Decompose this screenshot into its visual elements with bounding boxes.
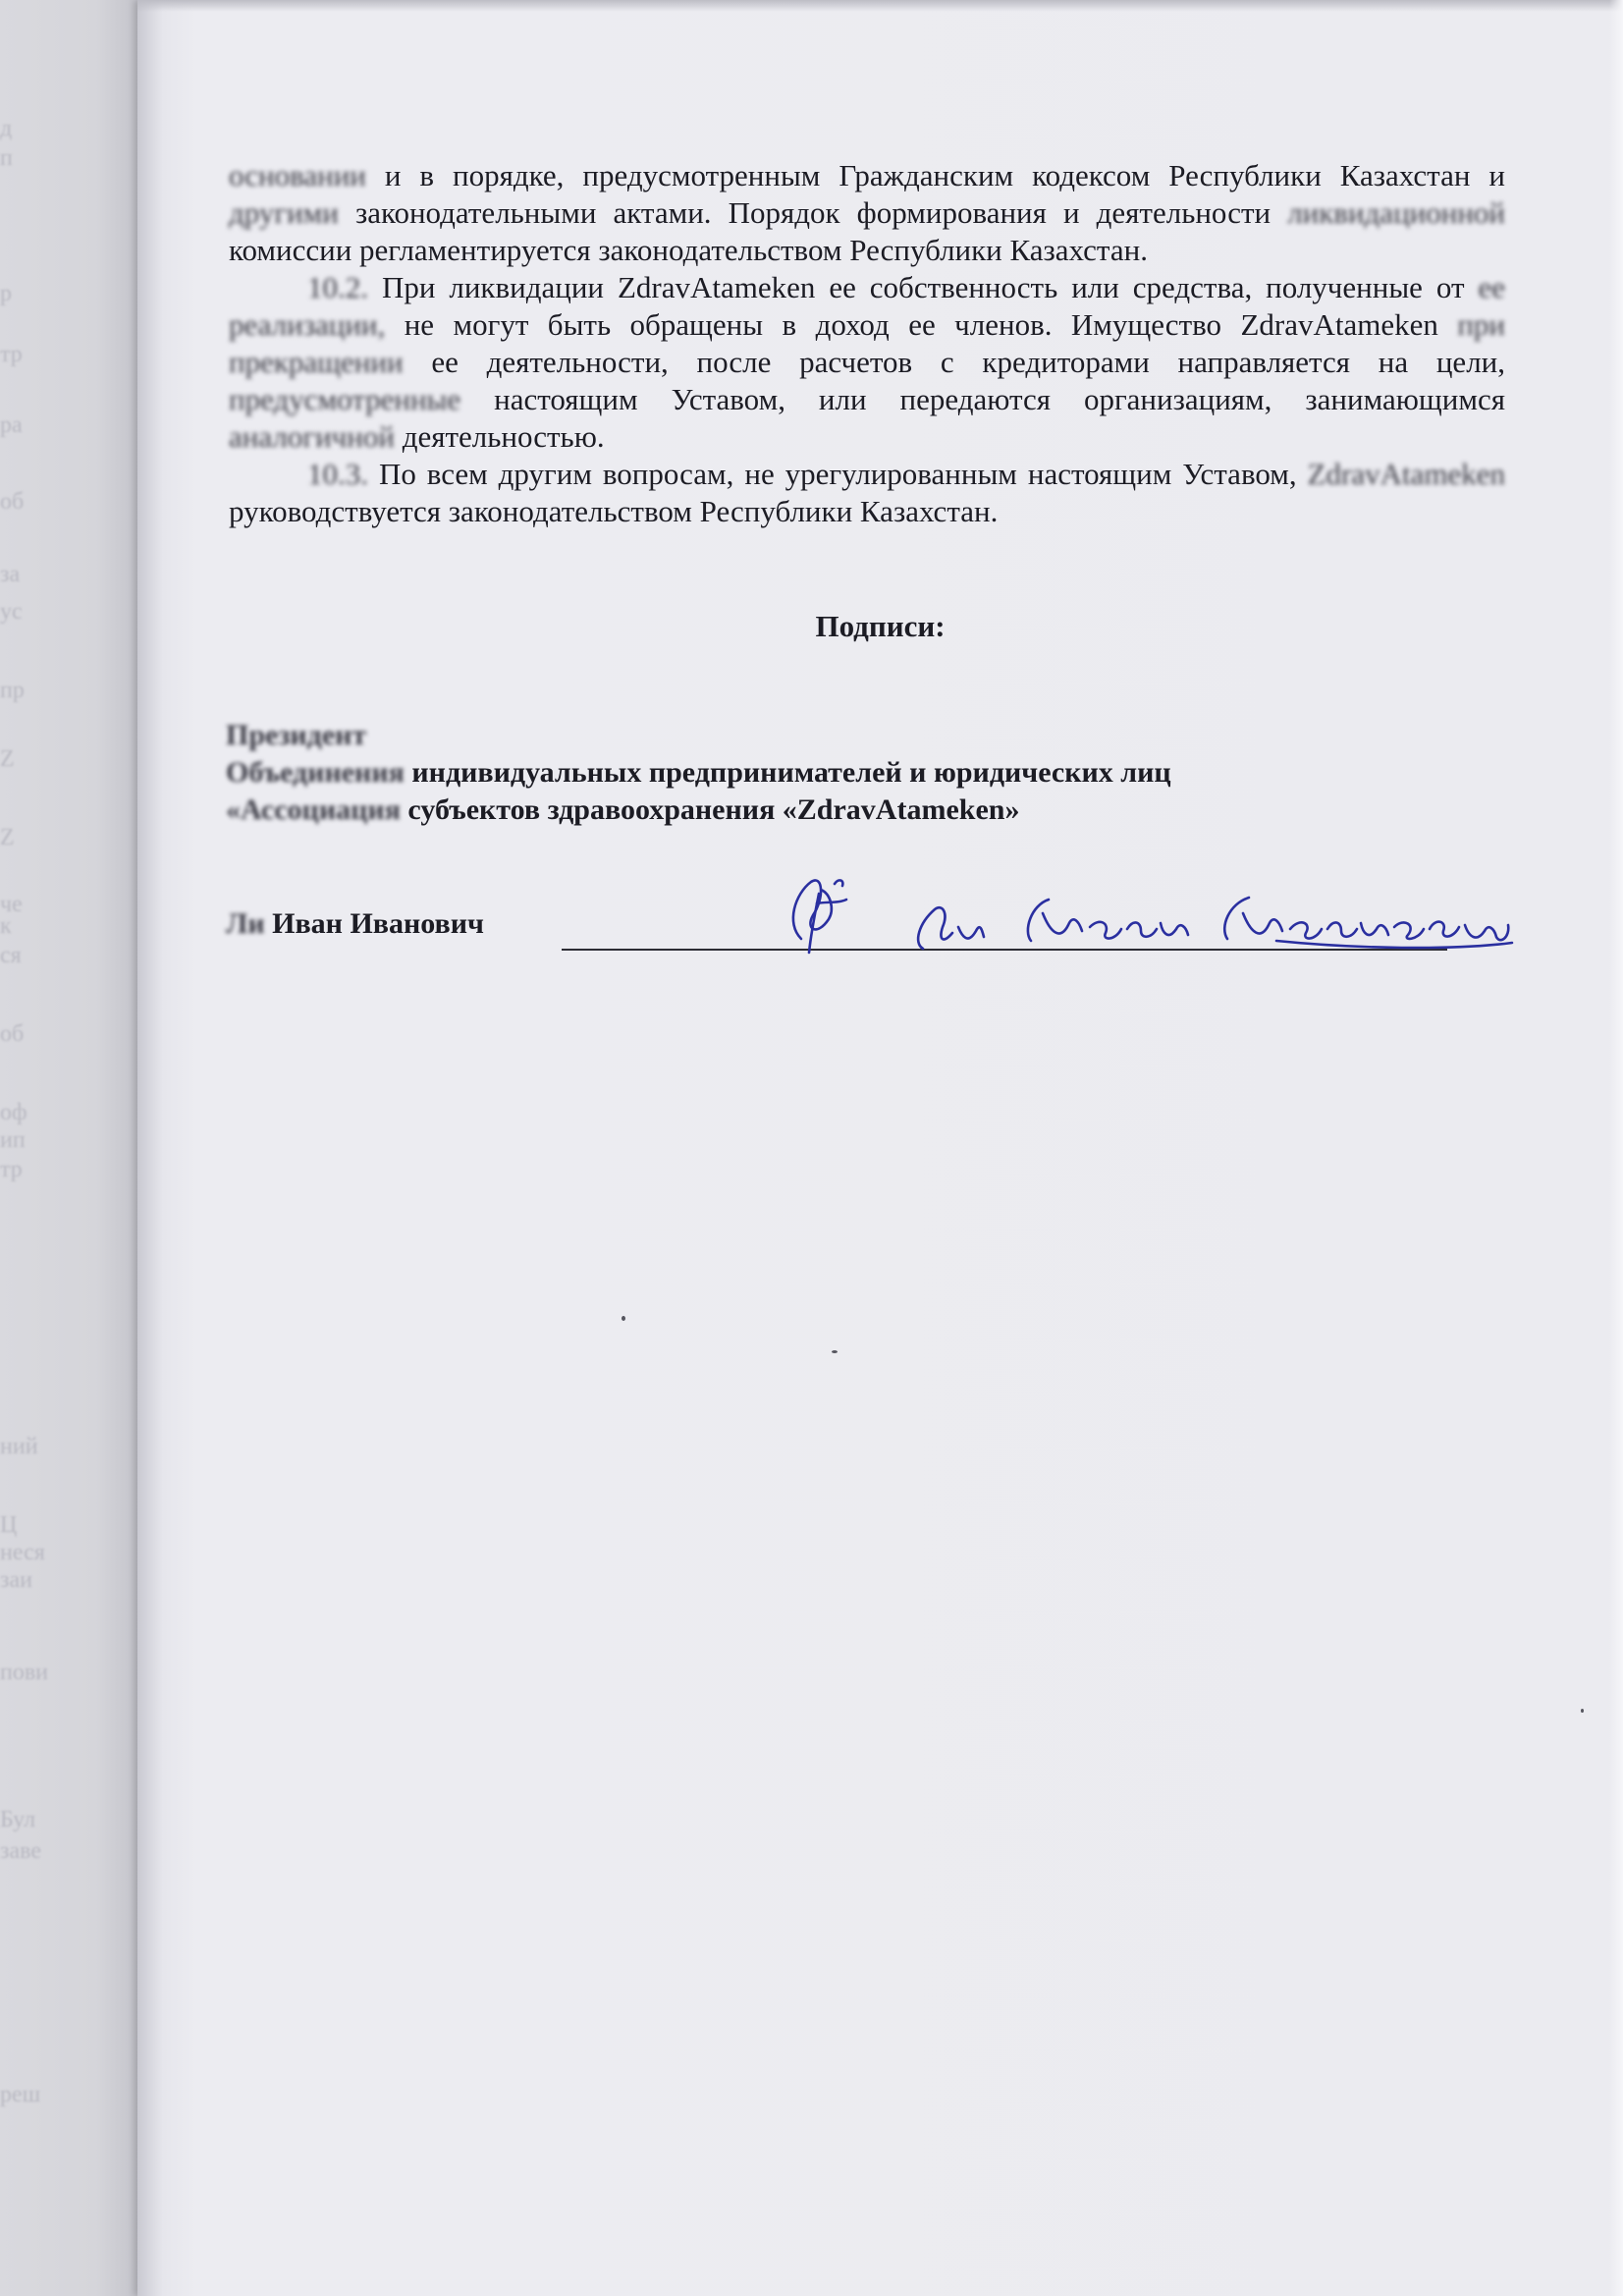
page-right-edge: [1609, 0, 1623, 2296]
adjacent-page-fragment: неся: [0, 1540, 45, 1565]
paragraph-text: законодательными актами. Порядок формирования и деятельности: [354, 195, 1271, 230]
adjacent-page-fragment: ус: [0, 599, 23, 625]
paragraph-text: комиссии регламентируется законодательством Республики Казахстан.: [229, 233, 1148, 267]
handwritten-signature: [766, 854, 1610, 962]
paragraph-text: настоящим Уставом, или передаются организациям, занимающимся: [494, 382, 1506, 416]
adjacent-page-fragment: Z: [0, 825, 15, 850]
paragraph-10-1-end: [229, 157, 1505, 269]
adjacent-page-fragment: ний: [0, 1434, 38, 1459]
paragraph-text: деятельностью.: [402, 419, 605, 454]
adjacent-page-fragment: Z: [0, 746, 15, 772]
document-page: [137, 0, 1623, 2296]
signatory-name: [226, 907, 484, 941]
paragraph-text: При ликвидации ZdravAtameken ее собственность или средства, полученные от: [381, 270, 1465, 304]
blurred-word: «Ассоциация: [226, 793, 401, 826]
paragraph-text: и в порядке, предусмотренным Гражданским кодексом Республики Казахстан и: [384, 158, 1505, 192]
adjacent-page-fragment: р: [0, 281, 12, 306]
blurred-word: при прекращении: [229, 307, 1506, 379]
signatory-title: Президент: [226, 719, 367, 751]
paragraph-text: По всем другим вопросам, не урегулированным настоящим Уставом,: [378, 457, 1297, 491]
paragraph-text: ее деятельности, после расчетов с кредиторами направляется на цели,: [431, 345, 1506, 379]
adjacent-page-fragment: тр: [0, 1157, 23, 1182]
adjacent-page-fragment: заве: [0, 1838, 41, 1864]
blurred-word: Объединения: [226, 756, 405, 789]
association-line: субъектов здравоохранения «ZdravAtameken»: [407, 793, 1020, 826]
adjacent-page-fragment: ип: [0, 1127, 26, 1153]
adjacent-page-fragment: к: [0, 913, 12, 939]
adjacent-page-fragment: Бул: [0, 1807, 36, 1832]
scanner-background: [0, 0, 137, 2296]
signatory-given-name: Иван Иванович: [272, 907, 484, 940]
adjacent-page-fragment: реш: [0, 2082, 41, 2107]
paragraph-text: руководствуется законодательством Республики Казахстан.: [229, 494, 999, 528]
adjacent-page-fragment: пр: [0, 678, 25, 703]
adjacent-page-fragment: оф: [0, 1100, 27, 1125]
paragraph-10-2: [229, 269, 1505, 456]
signatory-surname: Ли: [226, 907, 265, 940]
adjacent-page-fragment: пови: [0, 1660, 49, 1685]
adjacent-page-fragment: об: [0, 489, 25, 515]
signatures-heading: Подписи:: [815, 609, 946, 643]
blurred-word: ее реализации,: [229, 270, 1505, 342]
blurred-word: ZdravAtameken: [1307, 457, 1506, 491]
paragraph-10-3: [229, 456, 1505, 530]
blurred-word: ликвидационной: [1287, 195, 1506, 230]
scan-speck: [622, 1316, 625, 1321]
organization-line: индивидуальных предпринимателей и юридических лиц: [411, 756, 1171, 789]
adjacent-page-fragment: ра: [0, 412, 23, 438]
clause-number: 10.3.: [307, 457, 368, 491]
adjacent-page-fragment: п: [0, 145, 13, 171]
adjacent-page-fragment: за: [0, 562, 21, 587]
signatory-block: [226, 717, 1502, 829]
scan-speck: [832, 1350, 838, 1353]
adjacent-page-fragment: че: [0, 892, 23, 917]
adjacent-page-fragment: ся: [0, 943, 22, 968]
paragraph-text: не могут быть обращены в доход ее членов. Имущество ZdravAtameken: [404, 307, 1438, 342]
adjacent-page-fragment: д: [0, 116, 13, 141]
blurred-word: другими: [229, 195, 339, 230]
blurred-word: аналогичной: [229, 419, 395, 454]
clause-number: 10.2.: [307, 270, 368, 304]
adjacent-page-fragment: заи: [0, 1567, 32, 1593]
blurred-word: предусмотренные: [229, 382, 461, 416]
blurred-word: основании: [229, 158, 366, 192]
scan-speck: [1581, 1709, 1584, 1713]
adjacent-page-fragment: тр: [0, 342, 23, 367]
adjacent-page-fragment: Ц: [0, 1512, 18, 1538]
adjacent-page-fragment: об: [0, 1021, 25, 1047]
page-top-shadow: [137, 0, 1623, 12]
